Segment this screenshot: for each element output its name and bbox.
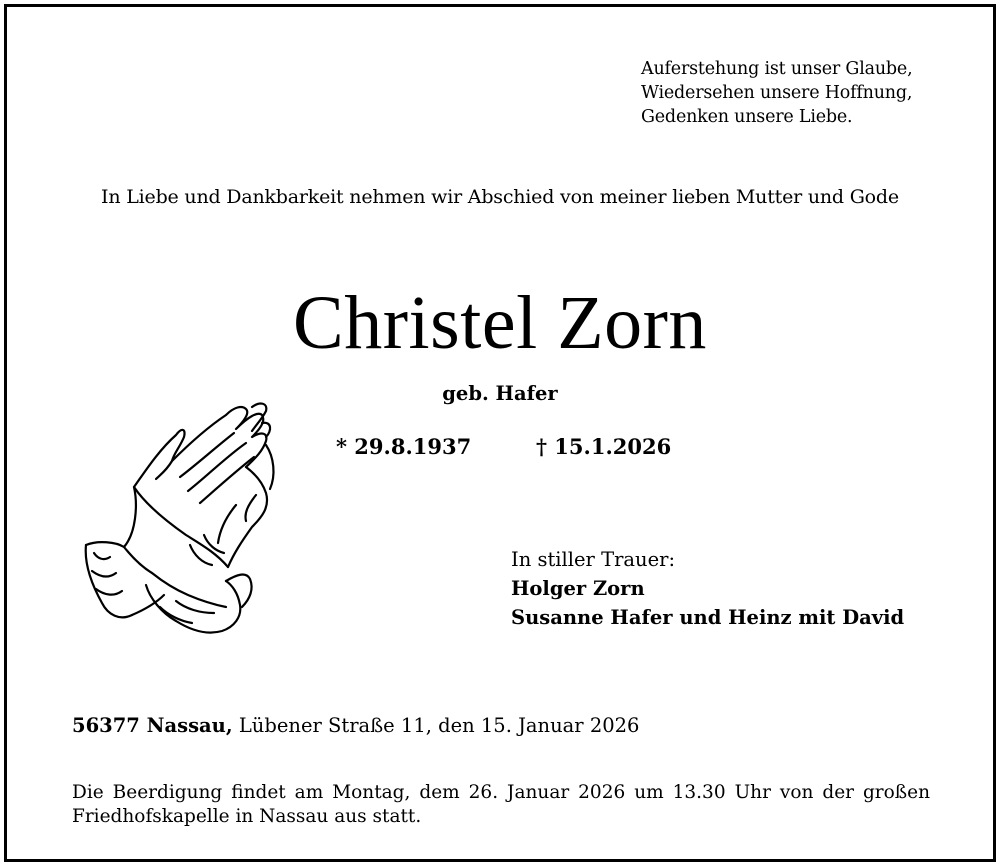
mourners-heading: In stiller Trauer: [511, 548, 676, 571]
motto-verse [641, 57, 941, 129]
praying-hands-icon [76, 395, 281, 645]
birth-date: * 29.8.1937 [336, 434, 472, 459]
address-line [72, 714, 639, 737]
born-name: geb. Hafer [442, 382, 558, 405]
address-city: 56377 Nassau, [72, 714, 233, 737]
mourner-name: Susanne Hafer und Heinz mit David [511, 606, 905, 629]
motto-line: Wiedersehen unsere Hoffnung, [641, 83, 913, 103]
motto-line: Gedenken unsere Liebe. [641, 107, 853, 127]
motto-line: Auferstehung ist unser Glaube, [641, 59, 913, 79]
address-street-date: Lübener Straße 11, den 15. Januar 2026 [232, 714, 640, 737]
funeral-info: Die Beerdigung findet am Montag, dem 26. Januar 2026 um 13.30 Uhr von der großen Friedhofskapelle in Nassau aus statt. [72, 782, 930, 827]
mourners-block [511, 545, 904, 632]
deceased-name: Christel Zorn [293, 281, 707, 365]
death-date: † 15.1.2026 [536, 434, 672, 459]
intro-text: In Liebe und Dankbarkeit nehmen wir Abschied von meiner lieben Mutter und Gode [101, 186, 899, 208]
mourner-name: Holger Zorn [511, 577, 645, 600]
